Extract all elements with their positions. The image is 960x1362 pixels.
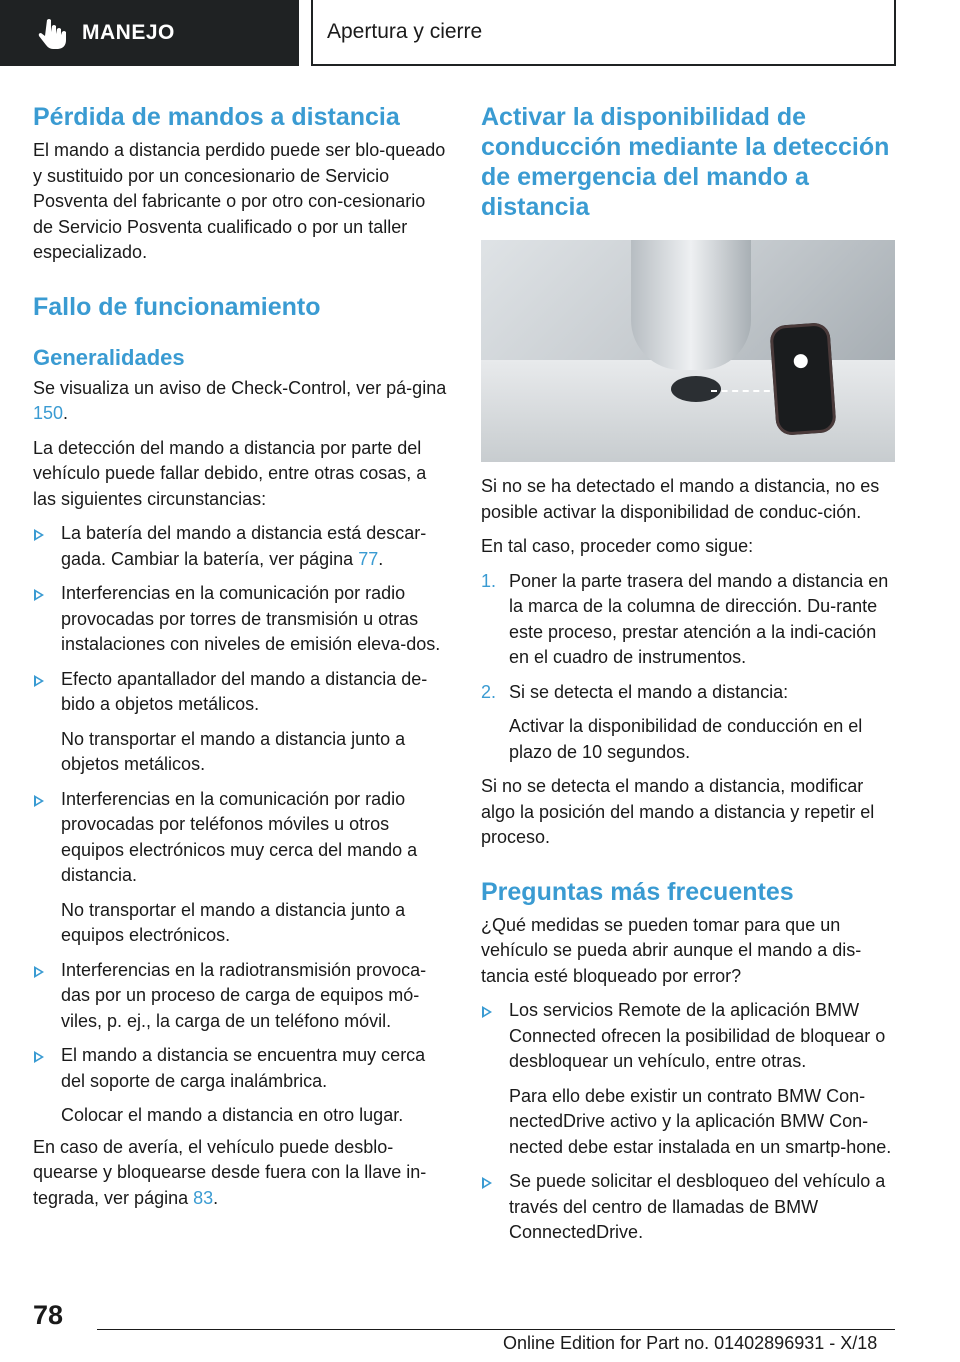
page-link-83[interactable]: 83 [193, 1187, 214, 1208]
list-item: Interferencias en la radiotransmisión provoca-das por un proceso de carga de equipos mó-viles, p. ej., la carga de un teléfono móvil. [33, 958, 447, 1035]
footer-edition: Online Edition for Part no. 01402896931 - X/18 [503, 1333, 878, 1353]
heading-lost-remotes: Pérdida de mandos a distancia [33, 103, 400, 131]
remote-steering-column-photo [481, 240, 895, 462]
breadcrumb-text: Apertura y cierre [327, 20, 483, 43]
paragraph-retry: Si no se detecta el mando a distancia, modificar algo la posición del mando a distancia y repetir el proceso. [481, 776, 875, 847]
triangle-bullet-icon [34, 1051, 44, 1063]
heading-emergency-detection: Activar la disponibilidad de conducción mediante la detección de emergencia del mando a distancia [481, 103, 890, 221]
list-item: Efecto apantallador del mando a distancia de-bido a objetos metálicos. No transportar el mando a distancia junto a objetos metálicos. [33, 667, 447, 778]
heading-faq: Preguntas más frecuentes [481, 877, 794, 906]
list-item: Interferencias en la comunicación por radio provocadas por torres de transmisión u otras instalaciones con niveles de emisión eleva-dos. [33, 581, 447, 658]
paragraph-integrated-key: En caso de avería, el vehículo puede desblo-quearse y bloquearse desde fuera con la llave in-tegrada, ver página 83. [33, 1136, 427, 1208]
list-item: Se puede solicitar el desbloqueo del vehículo a través del centro de llamadas de BMW ConnectedDrive. [481, 1169, 895, 1246]
right-column [481, 102, 895, 1246]
section-title: MANEJO [82, 21, 175, 44]
paragraph-not-detected: Si no se ha detectado el mando a distancia, no es posible activar la disponibilidad de conduc-ción. [481, 476, 880, 522]
triangle-bullet-icon [482, 1006, 492, 1018]
left-column [33, 102, 447, 1211]
triangle-bullet-icon [34, 589, 44, 601]
paragraph-check-control: Se visualiza un aviso de Check-Control, ver pá-gina 150. [33, 377, 447, 423]
heading-general: Generalidades [33, 344, 185, 370]
list-item: Los servicios Remote de la aplicación BMW Connected ofrecen la posibilidad de bloquear o desbloquear un vehículo, entre otras. Para ello debe existir un contrato BMW Con-nectedDrive activo y la aplicación BMW Con-nected debe estar instalada en un smartp-hone. [481, 998, 895, 1160]
footer-divider [97, 1329, 895, 1330]
faq-answers-list [481, 998, 895, 1246]
paragraph-lost-remotes: El mando a distancia perdido puede ser blo-queado y sustituido por un concesionario de Servicio Posventa del fabricante o por otro con-cesionario de Servicio Posventa cualificado o por un taller especializado. [33, 140, 446, 262]
list-item: La batería del mando a distancia está descar-gada. Cambiar la batería, ver página 77. [33, 521, 447, 572]
header-section-tab [0, 0, 299, 66]
triangle-bullet-icon [34, 675, 44, 687]
list-item: Interferencias en la comunicación por radio provocadas por teléfonos móviles u otros equipos electrónicos muy cerca del mando a distancia. No transportar el mando a distancia junto a equipos electrónicos. [33, 787, 447, 949]
list-item: 1. Poner la parte trasera del mando a distancia en la marca de la columna de dirección. Du-rante este proceso, prestar atención a la indi-cación en el cuadro de instrumentos. [481, 570, 889, 667]
list-item: 2. Si se detecta el mando a distancia: Activar la disponibilidad de conducción en el plazo de 10 segundos. [481, 681, 863, 762]
paragraph-question: ¿Qué medidas se pueden tomar para que un vehículo se pueda abrir aunque el mando a dis-tancia esté bloqueado por error? [481, 914, 862, 986]
paragraph-intro: La detección del mando a distancia por parte del vehículo puede fallar debido, entre otras cosas, a las siguientes circunstancias: [33, 437, 427, 509]
list-item: El mando a distancia se encuentra muy cerca del soporte de carga inalámbrica. Colocar el mando a distancia en otro lugar. [33, 1043, 447, 1129]
page-link-150[interactable]: 150 [33, 403, 64, 423]
steps-list [481, 569, 895, 766]
page-number: 78 [33, 1300, 64, 1330]
triangle-bullet-icon [482, 1177, 492, 1189]
circumstances-list [33, 521, 447, 1129]
paragraph-procedure: En tal caso, proceder como sigue: [481, 536, 754, 556]
triangle-bullet-icon [34, 966, 44, 978]
breadcrumb [311, 0, 896, 66]
triangle-bullet-icon [34, 529, 44, 541]
heading-malfunction: Fallo de funcionamiento [33, 292, 321, 321]
remote-key-icon [769, 322, 837, 436]
triangle-bullet-icon [34, 795, 44, 807]
page-link-77[interactable]: 77 [358, 548, 379, 569]
hand-icon [38, 17, 68, 49]
